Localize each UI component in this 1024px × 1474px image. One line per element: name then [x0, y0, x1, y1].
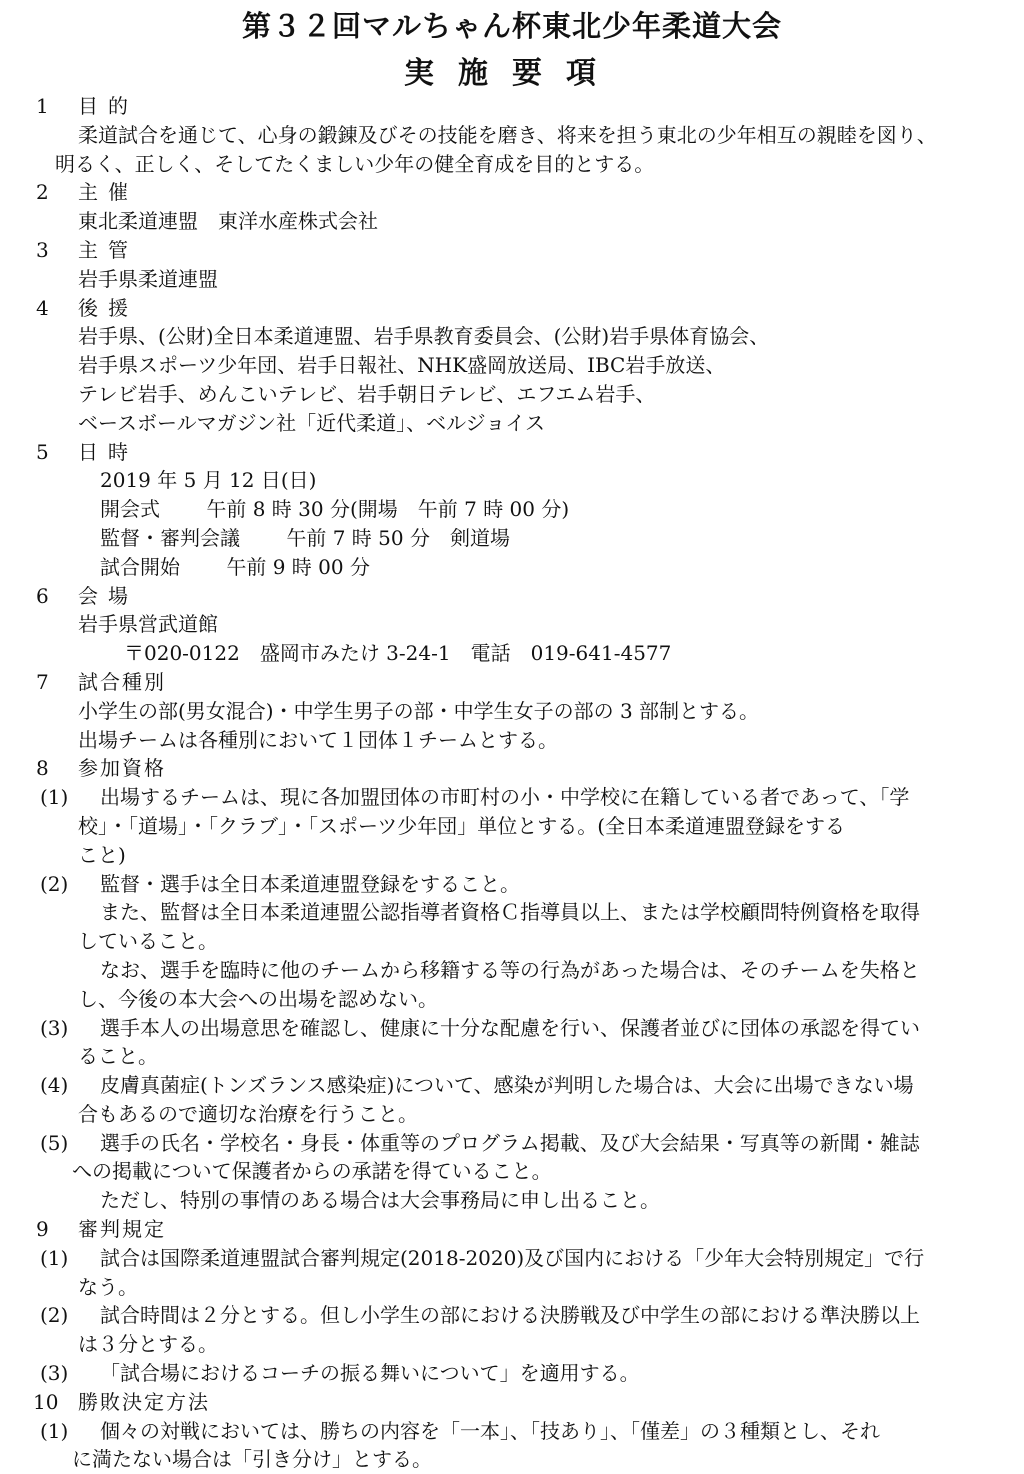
section-title: 会場 — [78, 583, 138, 608]
list-item-line — [0, 870, 1024, 899]
text-line: 岩手県柔道連盟 — [78, 266, 218, 291]
list-item-line — [0, 1071, 1024, 1100]
page-subtitle: 実施要項 — [404, 56, 620, 91]
item-number: (1) — [40, 1245, 69, 1270]
section-title: 主催 — [78, 180, 138, 205]
section-heading — [0, 236, 1024, 265]
text-line: ること。 — [78, 1044, 158, 1069]
paragraph-line — [0, 351, 1024, 380]
section-title: 後援 — [78, 295, 138, 320]
section-heading — [0, 1215, 1024, 1244]
text-line: 2019 年 5 月 12 日(日) — [100, 468, 317, 493]
section-heading — [0, 754, 1024, 783]
paragraph-line — [0, 121, 1024, 150]
text-line: 試合時間は２分とする。但し小学生の部における決勝戦及び中学生の部における準決勝以上 — [100, 1303, 920, 1328]
document-body — [0, 92, 1024, 1474]
list-item-line — [0, 1301, 1024, 1330]
paragraph-line — [0, 610, 1024, 639]
text-line: 選手の氏名・学校名・身長・体重等のプログラム掲載、及び大会結果・写真等の新聞・雑誌 — [100, 1130, 920, 1155]
paragraph-line — [0, 726, 1024, 755]
section-heading — [0, 582, 1024, 611]
text-line: 柔道試合を通じて、心身の鍛錬及びその技能を磨き、将来を担う東北の少年相互の親睦を図り、 — [78, 122, 937, 147]
paragraph-line — [0, 150, 1024, 179]
section-number: 2 — [36, 180, 49, 205]
text-line: 試合は国際柔道連盟試合審判規定(2018-2020)及び国内における「少年大会特別規定」で行 — [100, 1245, 925, 1270]
section-title: 目的 — [78, 94, 138, 118]
text-line: に満たない場合は「引き分け」とする。 — [72, 1447, 432, 1472]
text-line: また、監督は全日本柔道連盟公認指導者資格Ｃ指導員以上、または学校顧問特例資格を取得 — [100, 900, 920, 925]
section-heading — [0, 668, 1024, 697]
section-number: 1 — [36, 94, 49, 118]
item-number: (4) — [40, 1073, 69, 1098]
paragraph-line — [0, 927, 1024, 956]
paragraph-line — [0, 466, 1024, 495]
paragraph-line — [0, 265, 1024, 294]
section-number: 7 — [36, 669, 49, 694]
paragraph-line — [0, 1330, 1024, 1359]
paragraph-line — [0, 1445, 1024, 1474]
paragraph-line — [0, 841, 1024, 870]
text-line: 監督・審判会議 午前 7 時 50 分 剣道場 — [100, 525, 510, 550]
paragraph-line — [0, 207, 1024, 236]
paragraph-line — [0, 1100, 1024, 1129]
text-line: し、今後の本大会への出場を認めない。 — [78, 986, 438, 1011]
text-line: ただし、特別の事情のある場合は大会事務局に申し出ること。 — [100, 1188, 660, 1213]
text-line: 〒020-0122 盛岡市みたけ 3-24-1 電話 019-641-4577 — [124, 641, 672, 666]
page-title: 第３２回マルちゃん杯東北少年柔道大会 — [241, 9, 782, 43]
section-number: 5 — [36, 439, 49, 464]
paragraph-line — [0, 322, 1024, 351]
item-number: (3) — [40, 1361, 69, 1386]
section-number: 9 — [36, 1217, 49, 1242]
text-line: 出場チームは各種別において１団体１チームとする。 — [78, 727, 558, 752]
text-line: こと) — [78, 842, 126, 867]
section-title: 勝敗決定方法 — [78, 1389, 210, 1414]
text-line: なう。 — [78, 1274, 138, 1299]
section-title: 主管 — [78, 237, 138, 262]
item-number: (5) — [40, 1130, 69, 1155]
text-line: 小学生の部(男女混合)・中学生男子の部・中学生女子の部の 3 部制とする。 — [78, 698, 760, 723]
item-number: (3) — [40, 1015, 69, 1040]
text-line: 監督・選手は全日本柔道連盟登録をすること。 — [100, 871, 520, 896]
section-heading — [0, 178, 1024, 207]
text-line: 出場するチームは、現に各加盟団体の市町村の小・中学校に在籍している者であって、「学 — [100, 785, 910, 810]
list-item-line — [0, 783, 1024, 812]
paragraph-line — [0, 380, 1024, 409]
item-number: (1) — [40, 1418, 69, 1443]
section-heading — [0, 294, 1024, 323]
text-line: 明るく、正しく、そしてたくましい少年の健全育成を目的とする。 — [55, 151, 655, 176]
section-title: 試合種別 — [78, 669, 166, 694]
section-heading — [0, 438, 1024, 467]
section-number: 4 — [36, 295, 49, 320]
text-line: テレビ岩手、めんこいテレビ、岩手朝日テレビ、エフエム岩手、 — [78, 381, 656, 406]
paragraph-line — [0, 956, 1024, 985]
item-number: (2) — [40, 871, 69, 896]
paragraph-line — [0, 1273, 1024, 1302]
text-line: なお、選手を臨時に他のチームから移籍する等の行為があった場合は、そのチームを失格と — [100, 957, 920, 982]
text-line: 選手本人の出場意思を確認し、健康に十分な配慮を行い、保護者並びに団体の承認を得てい — [100, 1015, 920, 1040]
text-line: 岩手県スポーツ少年団、岩手日報社、NHK盛岡放送局、IBC岩手放送、 — [78, 353, 726, 378]
section-number: 3 — [36, 237, 49, 262]
text-line: は３分とする。 — [78, 1332, 218, 1357]
list-item-line — [0, 1129, 1024, 1158]
paragraph-line — [0, 409, 1024, 438]
paragraph-line — [0, 639, 1024, 668]
section-title: 審判規定 — [78, 1217, 166, 1242]
paragraph-line — [0, 812, 1024, 841]
list-item-line — [0, 1417, 1024, 1446]
paragraph-line — [0, 898, 1024, 927]
item-number: (1) — [40, 785, 69, 810]
text-line: 「試合場におけるコーチの振る舞いについて」を適用する。 — [100, 1361, 640, 1386]
list-item-line — [0, 1014, 1024, 1043]
paragraph-line — [0, 697, 1024, 726]
paragraph-line — [0, 1042, 1024, 1071]
paragraph-line — [0, 553, 1024, 582]
section-title: 参加資格 — [78, 756, 166, 781]
section-number: 8 — [36, 756, 49, 781]
text-line: 岩手県、(公財)全日本柔道連盟、岩手県教育委員会、(公財)岩手県体育協会、 — [78, 324, 770, 349]
text-line: 東北柔道連盟 東洋水産株式会社 — [78, 209, 378, 234]
item-number: (2) — [40, 1303, 69, 1328]
text-line: 個々の対戦においては、勝ちの内容を「一本」、「技あり」、「僅差」の３種類とし、それ — [100, 1418, 880, 1443]
paragraph-line — [0, 1157, 1024, 1186]
list-item-line — [0, 1244, 1024, 1273]
paragraph-line — [0, 495, 1024, 524]
paragraph-line — [0, 985, 1024, 1014]
section-number: 6 — [36, 583, 49, 608]
text-line: 皮膚真菌症(トンズランス感染症)について、感染が判明した場合は、大会に出場できない場 — [100, 1073, 914, 1098]
section-heading — [0, 1388, 1024, 1417]
text-line: ベースボールマガジン社「近代柔道」、ベルジョイス — [78, 410, 545, 435]
text-line: 岩手県営武道館 — [78, 612, 218, 637]
section-heading — [0, 92, 1024, 121]
text-line: 開会式 午前 8 時 30 分(開場 午前 7 時 00 分) — [100, 497, 570, 522]
section-number: 10 — [33, 1389, 59, 1414]
list-item-line — [0, 1359, 1024, 1388]
text-line: 校」・「道場」・「クラブ」・「スポーツ少年団」単位とする。(全日本柔道連盟登録をする — [78, 813, 846, 838]
text-line: 合もあるので適切な治療を行うこと。 — [78, 1101, 418, 1126]
paragraph-line — [0, 1186, 1024, 1215]
text-line: への掲載について保護者からの承諾を得ていること。 — [72, 1159, 552, 1184]
paragraph-line — [0, 524, 1024, 553]
section-title: 日時 — [78, 439, 138, 464]
text-line: していること。 — [78, 929, 218, 954]
text-line: 試合開始 午前 9 時 00 分 — [100, 554, 370, 579]
